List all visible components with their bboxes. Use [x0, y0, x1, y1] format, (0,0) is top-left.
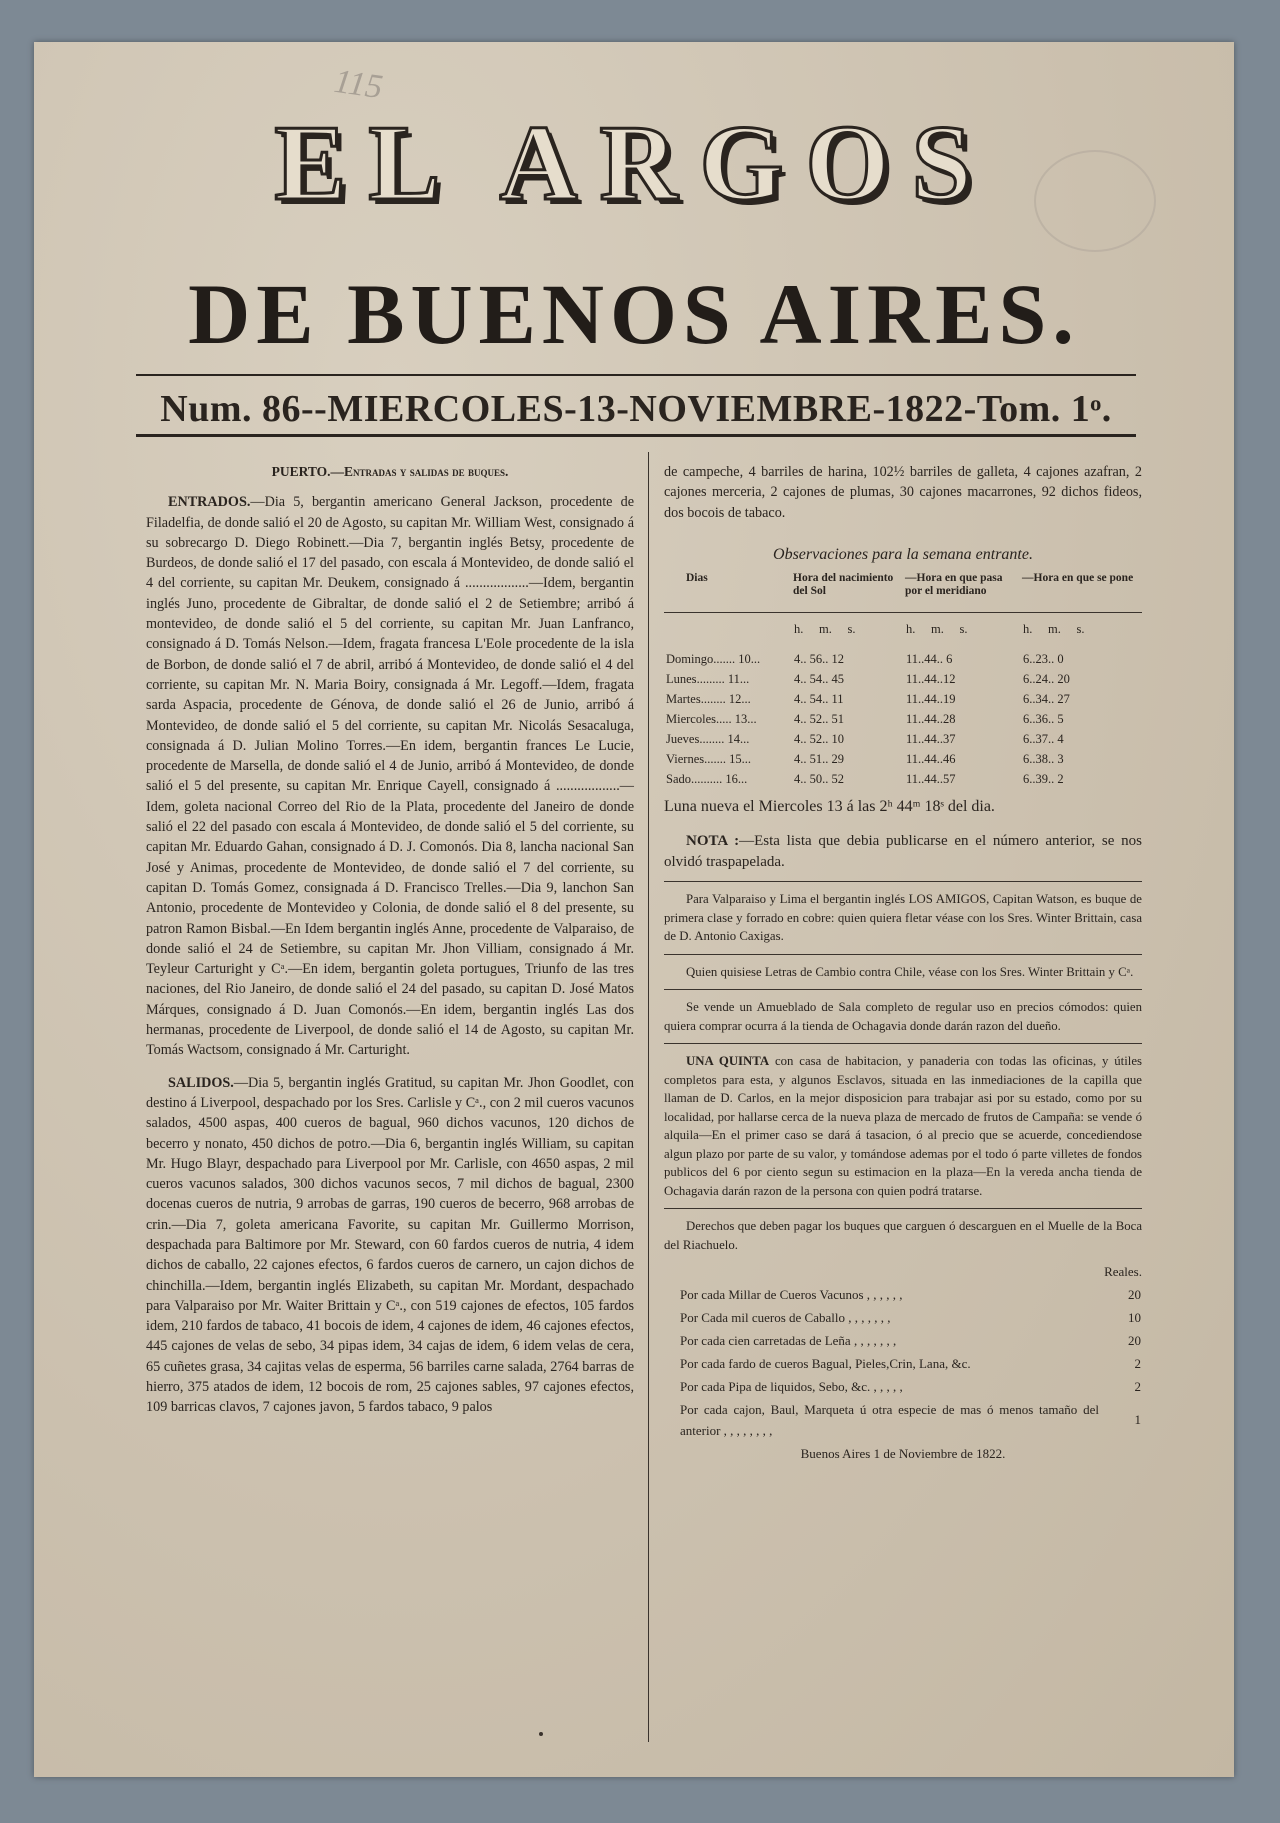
masthead-title: EL ARGOS	[274, 104, 994, 223]
right-column	[664, 462, 1142, 1464]
port-heading: PUERTO.—Entradas y salidas de buques.	[271, 464, 509, 479]
dues-row: Por Cada mil cueros de Caballo , , , , , , , 10	[680, 1309, 1141, 1325]
ad-letras-cambio: Quien quisiese Letras de Cambio contra Chile, véase con los Sres. Winter Brittain y Cᵃ.	[686, 964, 1134, 979]
ad-los-amigos: Para Valparaiso y Lima el bergantin inglés LOS AMIGOS, Capitan Watson, es buque de primera clase y forrado en cobre: quien quiera fletar véase con los Sres. Winter Brittain, casa de D. Antonio Caxigas.	[664, 892, 1142, 944]
separator	[664, 1208, 1142, 1209]
dues-intro: Derechos que deben pagar los buques que carguen ó descarguen en el Muelle de la Boca del Riachuelo.	[664, 1219, 1142, 1252]
dues-row: Por cada Millar de Cueros Vacunos , , , , , , 20	[680, 1286, 1141, 1302]
left-column	[146, 462, 634, 1426]
dues-row: Por cada fardo de cueros Bagual, Pieles,Crin, Lana, &c. 2	[680, 1355, 1141, 1371]
dues-row: Por cada cien carretadas de Leña , , , , , , , 20	[680, 1332, 1141, 1348]
dues-table	[664, 1283, 1142, 1442]
nota-paragraph: NOTA :—Esta lista que debia publicarse en el número anterior, se nos olvidó traspapelada.	[664, 833, 1142, 871]
dues-unit: Reales.	[1104, 1264, 1142, 1280]
sun-table	[664, 571, 1142, 789]
masthead-rule-bottom	[136, 434, 1136, 437]
sun-table-row: Jueves........ 14... 4.. 52.. 10 11..44..37 6..37.. 4	[666, 732, 1064, 747]
signature-line: Buenos Aires 1 de Noviembre de 1822.	[800, 1445, 1006, 1461]
salidos-paragraph: SALIDOS.—Dia 5, bergantin inglés Gratitud, su capitan Mr. Jhon Goodlet, con destino á Liverpool, despachado por los Sres. Carlisle y Cᵃ., con 2 mil cueros vacunos salados, 4500 aspas, 400 cueros de bagual, 960 dichos vacunos, 120 dichos de becerro y nonato, 450 dichos de potro.—Dia 6, bergantin inglés William, su capitan Mr. Hugo Blayr, despachado para Liverpool por Mr. Carlisle, con 4650 aspas, 2 mil cueros vacunos salados, 300 dichos vacunos secos, 7 mil dichos de bagual, 2300 docenas cueros de nutria, 9 arrobas de garras, 190 cueros de becerro, 968 arrobas de crin.—Dia 7, goleta americana Favorite, su capitan Mr. Guillermo Morrison, despachada para Baltimore por Mr. Steward, con 60 fardos cueros de nutria, 4 idem dichos de caballo, 22 cajones efectos, 6 fardos cueros de carnero, un cajon dichos de chinchilla.—Idem, bergantin inglés Elizabeth, su capitan Mr. Mordant, despachado para Valparaiso por Mr. Waiter Brittain y Cᵃ., con 519 cajones de efectos, 105 fardos idem, 210 fardos de tabaco, 41 bocois de idem, 4 cajones de idem, 46 cajones efectos, 445 cajones de velas de sebo, 34 pipas idem, 34 cajas de idem, 6 idem velas de cera, 65 cuñetes grasa, 34 cajitas velas de esperma, 56 barriles carne salada, 2764 barras de hierro, 375 atados de idem, 12 bocois de rom, 25 cajones sables, 97 cajones efectos, 109 barricas clavos, 7 cajones javon, 5 fardos tabaco, 9 palos	[146, 1074, 634, 1416]
continuation-paragraph: de campeche, 4 barriles de harina, 102½ barriles de galleta, 4 cajones azafran, 2 cajones merceria, 2 cajones de plumas, 30 cajones macarrones, 92 dichos fideos, dos bocois de tabaco.	[664, 464, 1142, 521]
sun-table-row: Miercoles..... 13... 4.. 52.. 51 11..44..28 6..36.. 5	[666, 712, 1064, 727]
separator	[664, 881, 1142, 882]
masthead-subtitle: DE BUENOS AIRES.	[188, 266, 1080, 362]
entrados-paragraph: ENTRADOS.—Dia 5, bergantin americano General Jackson, procedente de Filadelfia, de donde salió el 20 de Agosto, su capitan Mr. William West, consignado á su sobrecargo D. Diego Robinett.—Dia 7, bergantin inglés Betsy, procedente de Burdeos, de donde salió el 17 del pasado, con escala á Montevideo, de donde salió el 4 del corriente, su capitan Mr. Deukem, consignado á ..................—Idem, bergantin inglés Juno, procedente de Gibraltar, de donde salió el 2 de Setiembre; arribó á montevideo, de donde salió el 5 del corriente, su capitan Mr. Juan Lanfranco, consignado á D. Tomás Nelson.—Idem, fragata francesa L'Eole procedente de la isla de Borbon, de donde salió el 7 de abril, arribó á Montevideo, de donde salió el 4 del corriente, su capitan Mr. N. Maria Boiry, consignada á Mr. Legoff.—Idem, fragata sarda Aspacia, procedente de Génova, de donde salió el 26 de Junio, arribó á Montevideo, de donde salió el 5 del corriente, su capitan Mr. Nicolás Sesacaluga, consignada á D. Julian Molino Torres.—En idem, bergantin frances Le Lucie, procedente de Marsella, de donde salió el 4 de Junio, arribó á Montevideo, de donde salió el 5 del presente, su capitan Mr. Enrique Cayell, consignado á ..................—Idem, goleta nacional Correo del Rio de la Plata, procedente del Janeiro de donde salió el 22 del pasado con escala á Montevideo, de donde salió el 5 del corriente, su capitan Mr. Eduardo Gahan, consignado á D. J. Comonós. Dia 8, lancha nacional San José y Animas, procedente de Montevideo, de donde salió el 7 del corriente, su capitan D. Tomás Gomez, consignada á D. Francisco Trelles.—Dia 9, lanchon San Antonio, procedente de Montevideo y Colonia, de donde salió el 8 del presente, su patron Ramon Bisbal.—En Idem bergantin inglés Anne, procedente de Valparaiso, de donde salió el 24 de Setiembre, su capitan Mr. Jhon Villiam, consignado á Mr. Teyleur Carturight y Cᵃ.—En idem, bergantin goleta portugues, Triunfo de las tres naciones, del Rio Janeiro, de donde salió el 24 del pasado, su capitan D. José Matos Márques, consignado á D. Juan Comonós.—En idem, bergantin inglés Las dos hermanas, procedente de Liverpool, de donde salió el 14 de Agosto, su capitan Mr. Tomás Wactsom, consignado á Mr. Carturight.	[146, 494, 634, 1059]
column-divider	[648, 452, 649, 1742]
sun-table-row: Viernes....... 15... 4.. 51.. 29 11..44..46 6..38.. 3	[666, 752, 1064, 767]
ink-spot	[539, 1732, 543, 1736]
dues-row: Por cada Pipa de liquidos, Sebo, &c. , , , , , 2	[680, 1378, 1141, 1394]
sun-table-units: h. m. s. h. m. s. h. m. s.	[794, 622, 1085, 637]
issue-line: Num. 86--MIERCOLES-13-NOVIEMBRE-1822-Tom. 1ᵒ.	[160, 388, 1112, 430]
sun-table-row: Lunes......... 11... 4.. 54.. 45 11..44..12 6..24.. 20	[666, 672, 1070, 687]
moon-line: Luna nueva el Miercoles 13 á las 2ʰ 44ᵐ 18ˢ del dia.	[664, 798, 995, 816]
separator	[664, 1043, 1142, 1044]
ad-amueblado: Se vende un Amueblado de Sala completo de regular uso en precios cómodos: quien quiera comprar ocurra á la tienda de Ochagavia donde darán razon del dueño.	[664, 1000, 1142, 1033]
observations-title: Observaciones para la semana entrante.	[773, 545, 1033, 563]
ad-quinta: UNA QUINTA con casa de habitacion, y panaderia con todas las oficinas, y útiles completos para esta, y algunos Esclavos, situada en las inmediaciones de la capilla que llaman de D. Carlos, en la mejor disposicion para trabajar asi por su estado, como por su localidad, por hallarse cerca de la nueva plaza de mercado de frutos de Campaña: se vende ó alquila—En el primer caso se dará á tasacion, ó al precio que se acuerde, concediendose algun plazo por parte de su valor, y tomándose ademas por el todo ó parte villetes de fondos publicos del 6 por ciento segun su estimacion en la plaza—En la vereda ancha tienda de Ochagavia darán razon de la persona con quien podrá tratarse.	[664, 1054, 1142, 1198]
dues-row: Por cada cajon, Baul, Marqueta ú otra especie de mas ó menos tamaño del anterior , , , , , , , , 1	[680, 1401, 1141, 1438]
pencil-annotation: 115	[331, 62, 385, 107]
sun-table-row: Domingo....... 10... 4.. 56.. 12 11..44.. 6 6..23.. 0	[666, 652, 1064, 667]
newspaper-page	[34, 42, 1234, 1777]
masthead-rule-top	[136, 374, 1136, 376]
sun-table-row: Martes........ 12... 4.. 54.. 11 11..44..19 6..34.. 27	[666, 692, 1070, 707]
separator	[664, 989, 1142, 990]
separator	[664, 954, 1142, 955]
sun-table-row: Sado.......... 16... 4.. 50.. 52 11..44..57 6..39.. 2	[666, 772, 1064, 787]
sun-table-header: Dias Hora del nacimiento del Sol —Hora en que pasa por el meridiano —Hora en que se pone	[664, 571, 1142, 613]
